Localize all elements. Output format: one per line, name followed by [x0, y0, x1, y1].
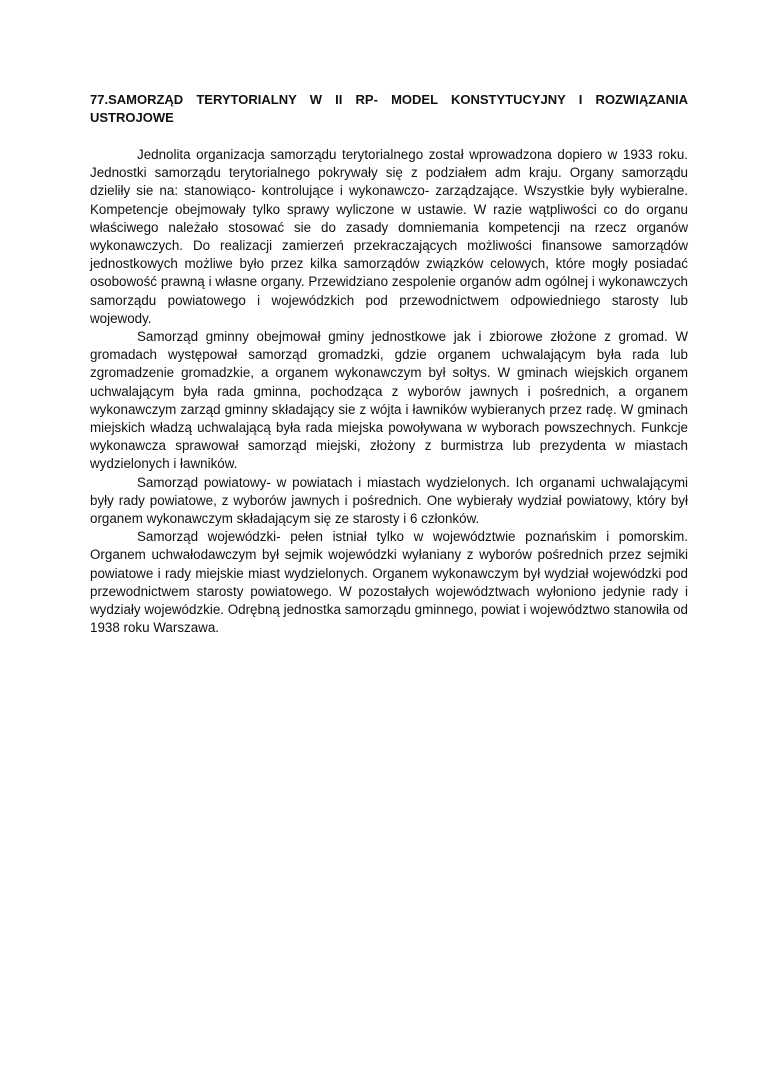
- paragraph-wojewodztwo: Samorząd wojewódzki- pełen istniał tylko w województwie poznańskim i pomorskim. Organem uchwałodawczym był sejmik wojewódzki wyłaniany z wyborów pośrednich przez sejmiki powiatowe i rady miejskie miast wydzielonych. Organem wykonawczym był wydział wojewódzki pod przewodnictwem starosty powiatowego. W pozostałych województwach wyłoniono jedynie rady i wydziały wojewódzkie. Odrębną jednostka samorządu gminnego, powiat i województwo stanowiła od 1938 roku Warszawa.: [90, 529, 688, 636]
- paragraph-powiat: Samorząd powiatowy- w powiatach i miastach wydzielonych. Ich organami uchwalającymi były rady powiatowe, z wyborów jawnych i pośrednich. One wybierały wydział powiatowy, który był organem wykonawczym składającym się ze starosty i 6 członków.: [90, 474, 688, 527]
- document-body: [90, 91, 688, 637]
- paragraph-gmina: Samorząd gminny obejmował gminy jednostkowe jak i zbiorowe złożone z gromad. W gromadach występował samorząd gromadzki, gdzie organem uchwalającym była rada lub zgromadzenie gromadzkie, a organem wykonawczym był sołtys. W gminach wiejskich organem uchwalającym była rada gminna, pochodząca z wyborów jawnych i pośrednich, a organem wykonawczym zarząd gminny składający sie z wójta i ławników wybieranych przez radę. W gminach miejskich władzą uchwalającą była rada miejska powoływana w wyborach powszechnych. Funkcje wykonawcza sprawował samorząd miejski, złożony z burmistrza lub prezydenta w miastach wydzielonych i ławników.: [90, 329, 688, 472]
- document-title: 77.SAMORZĄD TERYTORIALNY W II RP- MODEL KONSTYTUCYJNY I ROZWIĄZANIA USTROJOWE: [90, 92, 688, 125]
- paragraph-intro: Jednolita organizacja samorządu terytorialnego został wprowadzona dopiero w 1933 roku. Jednostki samorządu terytorialnego pokrywały się z podziałem adm kraju. Organy samorządu dzieliły sie na: stanowiąco- kontrolujące i wykonawczo- zarządzające. Wszystkie były wybieralne. Kompetencje obejmowały tylko sprawy wyliczone w ustawie. W razie wątpliwości co do organu właściwego należało stosować sie do zasady domniemania kompetencji na rzecz organów wykonawczych. Do realizacji zamierzeń przekraczających możliwości finansowe samorządów jednostkowych możliwe było przez kilka samorządów związków celowych, które mogły posiadać osobowość prawną i własne organy. Przewidziano zespolenie organów adm ogólnej i wykonawczych samorządu powiatowego i wojewódzkich pod przewodnictwem odpowiedniego starosty lub wojewody.: [90, 147, 688, 326]
